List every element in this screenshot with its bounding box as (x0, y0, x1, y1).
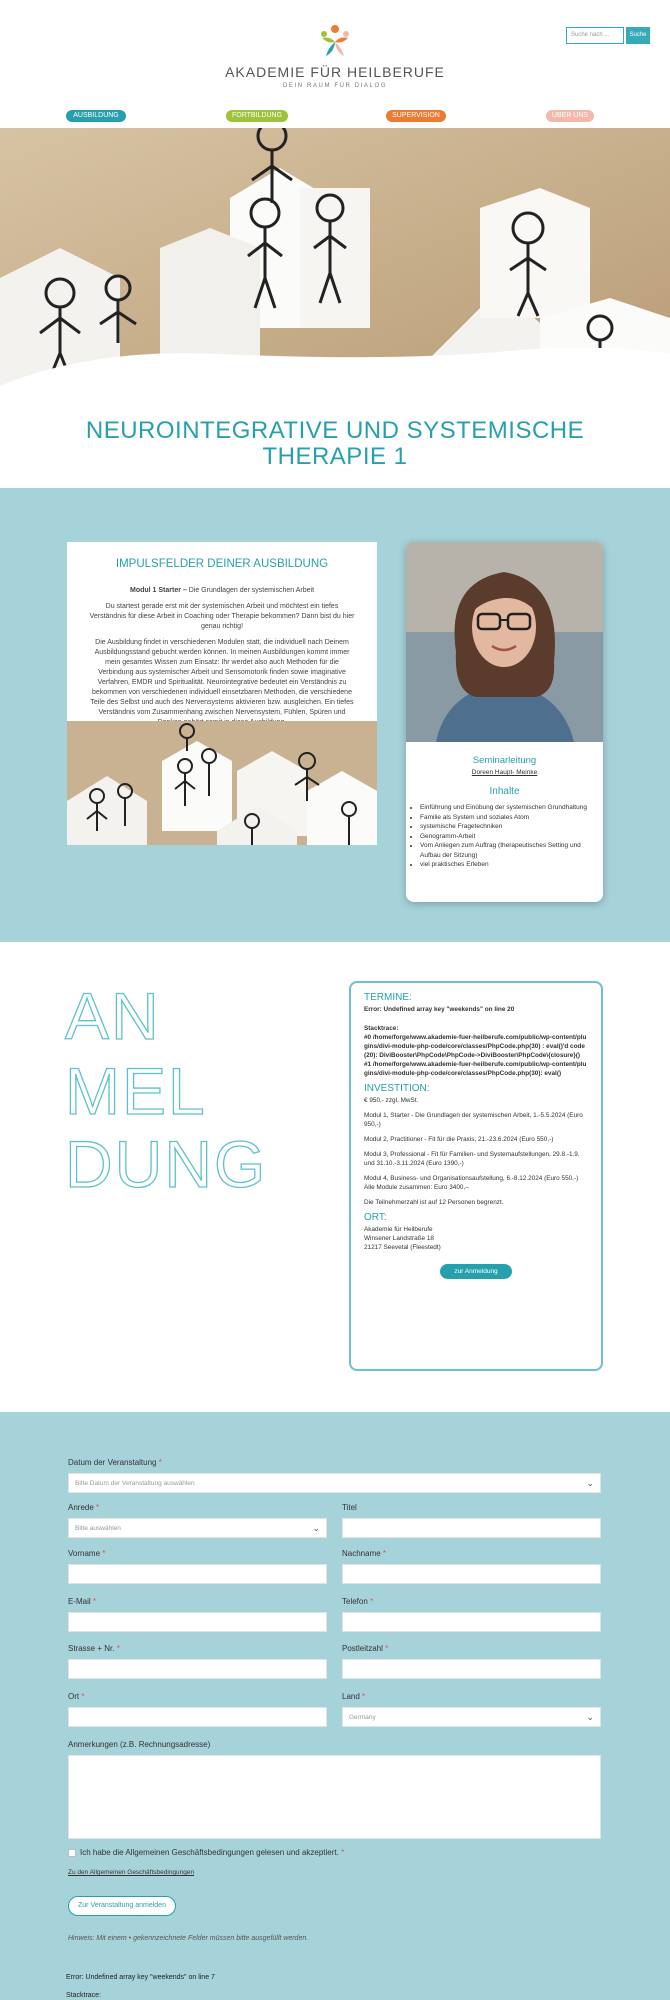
price: € 950,- zzgl. MwSt. (364, 1097, 419, 1104)
anrede-select[interactable]: Bitte auswählen ⌄ (68, 1518, 327, 1538)
impulse-para1: Du startest gerade erst mit der systemischen Arbeit und möchtest ein tiefes Verständnis für diese Arbeit in Coaching oder Therapie bekommen? Dann bist du hier genau richtig! (89, 603, 355, 630)
modul-3: Modul 3, Professional - Fit für Familien- und Systemaufstellungen, 29.8.-1.9. und 31.10.-3.11.2024 (Euro 1390,-) (364, 1151, 580, 1167)
anmeldung-word2: MEL (65, 1054, 207, 1128)
modul-line (87, 586, 357, 596)
datum-label: Datum der Veranstaltung * (68, 1458, 162, 1467)
land-label: Land * (342, 1692, 366, 1701)
vorname-input[interactable] (68, 1564, 327, 1584)
modul-1: Modul 1, Starter - Die Grundlagen der systemischen Arbeit, 1.-5.5.2024 (Euro 950,-) (364, 1112, 583, 1128)
modul-2: Modul 2, Practitioner - Fit für die Praxis, 21.-23.6.2024 (Euro 550,-) (364, 1136, 554, 1143)
titel-input[interactable] (342, 1518, 601, 1538)
nav-supervision[interactable]: SUPERVISION (386, 110, 446, 122)
chevron-down-icon: ⌄ (586, 1478, 594, 1488)
ort-line-3: 21217 Seevetal (Fleestedt) (364, 1244, 441, 1251)
inhalte-item: • Vom Anliegen zum Auftrag (therapeutisches Setting und Aufbau der Sitzung) (420, 841, 593, 860)
plz-input[interactable] (342, 1659, 601, 1679)
chevron-down-icon: ⌄ (586, 1712, 594, 1722)
inhalte-heading: Inhalte (489, 786, 520, 797)
inhalte-item: • Einführung und Einübung der systemischen Grundhaltung (420, 803, 593, 813)
titel-label: Titel (342, 1503, 357, 1512)
agb-link[interactable]: Zu den Allgemeinen Geschäftsbedingungen (68, 1869, 195, 1876)
nachname-input[interactable] (342, 1564, 601, 1584)
email-input[interactable] (68, 1612, 327, 1632)
strasse-input[interactable] (68, 1659, 327, 1679)
logo-title[interactable]: AKADEMIE FÜR HEILBERUFE (225, 64, 445, 80)
datum-select[interactable]: Bitte Datum der Veranstaltung auswählen ⌄ (68, 1473, 601, 1493)
telefon-input[interactable] (342, 1612, 601, 1632)
leader-photo (406, 542, 603, 742)
modul-bold: Modul 1 Starter – (129, 587, 187, 594)
land-select[interactable]: Germany ⌄ (342, 1707, 601, 1727)
site-header (0, 0, 670, 128)
search-input[interactable]: Suche nach ... (566, 27, 624, 44)
search-button[interactable]: Suche (626, 27, 650, 44)
ort-label: Ort * (68, 1692, 85, 1701)
agb-text: Ich habe die Allgemeinen Geschäftsbedingungen gelesen und akzeptiert. * (80, 1848, 345, 1857)
participant-limit: Die Teilnehmerzahl ist auf 12 Personen begrenzt. (364, 1199, 504, 1206)
submit-button[interactable]: Zur Veranstaltung anmelden (68, 1896, 176, 1916)
plz-label: Postleitzahl * (342, 1644, 389, 1653)
telefon-label: Telefon * (342, 1597, 374, 1606)
impulse-card (67, 542, 377, 845)
inhalte-list (420, 803, 593, 870)
email-label: E-Mail * (68, 1597, 97, 1606)
stack-line-0: #0 /home/forge/www.akademie-fuer-heilberufe.com/public/wp-content/plugins/divi-module-php-code/core/classes/PhpCode.php(30) : eval()'d code(20): DiviBooster\PhpCode\PhpCode->DiviBooster\PhpCode\{closure}() (364, 1034, 587, 1059)
inhalte-item: • viel praktisches Erleben (420, 860, 593, 870)
inhalte-item: • Familie als System und soziales Atom (420, 813, 593, 823)
agb-checkbox[interactable] (68, 1849, 76, 1857)
logo-subtitle: DEIN RAUM FÜR DIALOG (282, 83, 387, 89)
modul-rest: Die Grundlagen der systemischen Arbeit (186, 587, 315, 594)
impulse-heading: IMPULSFELDER DEINER AUSBILDUNG (115, 558, 329, 570)
leader-name[interactable]: Doreen Haupt- Meinke (471, 769, 538, 776)
termine-heading: TERMINE: (364, 992, 412, 1003)
strasse-label: Strasse + Nr. * (68, 1644, 120, 1653)
nav-fortbildung[interactable]: FORTBILDUNG (226, 110, 288, 122)
required-hint: Hinweis: Mit einem • gekennzeichnete Felder müssen bitte ausgefüllt werden. (68, 1935, 309, 1942)
anmeldung-word1: AN (65, 979, 161, 1053)
inhalte-item: • systemische Fragetechniken (420, 822, 593, 832)
modul-4: Modul 4, Business- und Organisationsaufstellung, 6.-8.12.2024 (Euro 550,-) Alle Module zusammen: Euro 3400,– (364, 1175, 579, 1191)
stack-line-1: #1 /home/forge/www.akademie-fuer-heilberufe.com/public/wp-content/plugins/divi-module-php-code/core/classes/PhpCode.php(30): eval() (364, 1061, 587, 1077)
error-line: Error: Undefined array key "weekends" on line 20 (364, 1006, 515, 1013)
leader-heading: Seminarleitung (472, 755, 537, 766)
page-title-line2: THERAPIE 1 (262, 443, 408, 470)
ort-line-1: Akademie für Heilberufe (364, 1226, 433, 1233)
zur-anmeldung-button[interactable]: zur Anmeldung (440, 1264, 512, 1279)
ort-input[interactable] (68, 1707, 327, 1727)
ort-heading: ORT: (364, 1212, 387, 1223)
nav-ausbildung[interactable]: AUSBILDUNG (66, 110, 126, 122)
chevron-down-icon: ⌄ (312, 1523, 320, 1533)
anmerkungen-label: Anmerkungen (z.B. Rechnungsadresse) (68, 1740, 211, 1749)
stacktrace-label: Stacktrace: (364, 1025, 399, 1032)
ort-line-2: Winsener Landstraße 18 (364, 1235, 434, 1242)
anrede-label: Anrede * (68, 1503, 100, 1512)
nav-ueber-uns[interactable]: ÜBER UNS (546, 110, 594, 122)
inhalte-item: • Genogramm-Arbeit (420, 832, 593, 842)
vorname-label: Vorname * (68, 1549, 106, 1558)
nachname-label: Nachname * (342, 1549, 387, 1558)
logo-icon[interactable] (316, 24, 354, 60)
anmeldung-word3: DUNG (65, 1127, 268, 1201)
error-line-2: Error: Undefined array key "weekends" on line 7 (66, 1974, 215, 1981)
stacktrace-label-2: Stacktrace: (66, 1992, 102, 1999)
anmerkungen-textarea[interactable] (68, 1755, 601, 1839)
info-box (349, 981, 603, 1371)
investition-heading: INVESTITION: (364, 1083, 430, 1094)
impulse-para2: Die Ausbildung findet in verschiedenen Modulen statt, die individuell nach Deinem Ausbildungsstand gebucht werden können. In meinen Ausbildungen kommt immer mein gesamtes Wissen zum Einsatz: Ihr werdet also auch Methoden für die Verbindung aus systemischer Arbeit und Sensomotorik finden sowie imaginative Verfahren, EMDR und Spiritualität. Neurointegrative bedeutet ein Verständnis zu bekommen von verschiedenen individuell einsetzbaren Methoden, die verschiedene Teile des Selbst und auch des Nervensystems aktivieren bzw. ausgleichen. Ein tiefes Verständnis vom Zusammenhang zwischen Nervensystem, Fühlen, Spüren und (90, 639, 354, 716)
impulse-image (67, 721, 377, 845)
page-title (0, 418, 670, 470)
page-title-line1: NEUROINTEGRATIVE UND SYSTEMISCHE (85, 417, 585, 444)
leader-card (406, 542, 603, 902)
hero-curve (0, 340, 670, 392)
